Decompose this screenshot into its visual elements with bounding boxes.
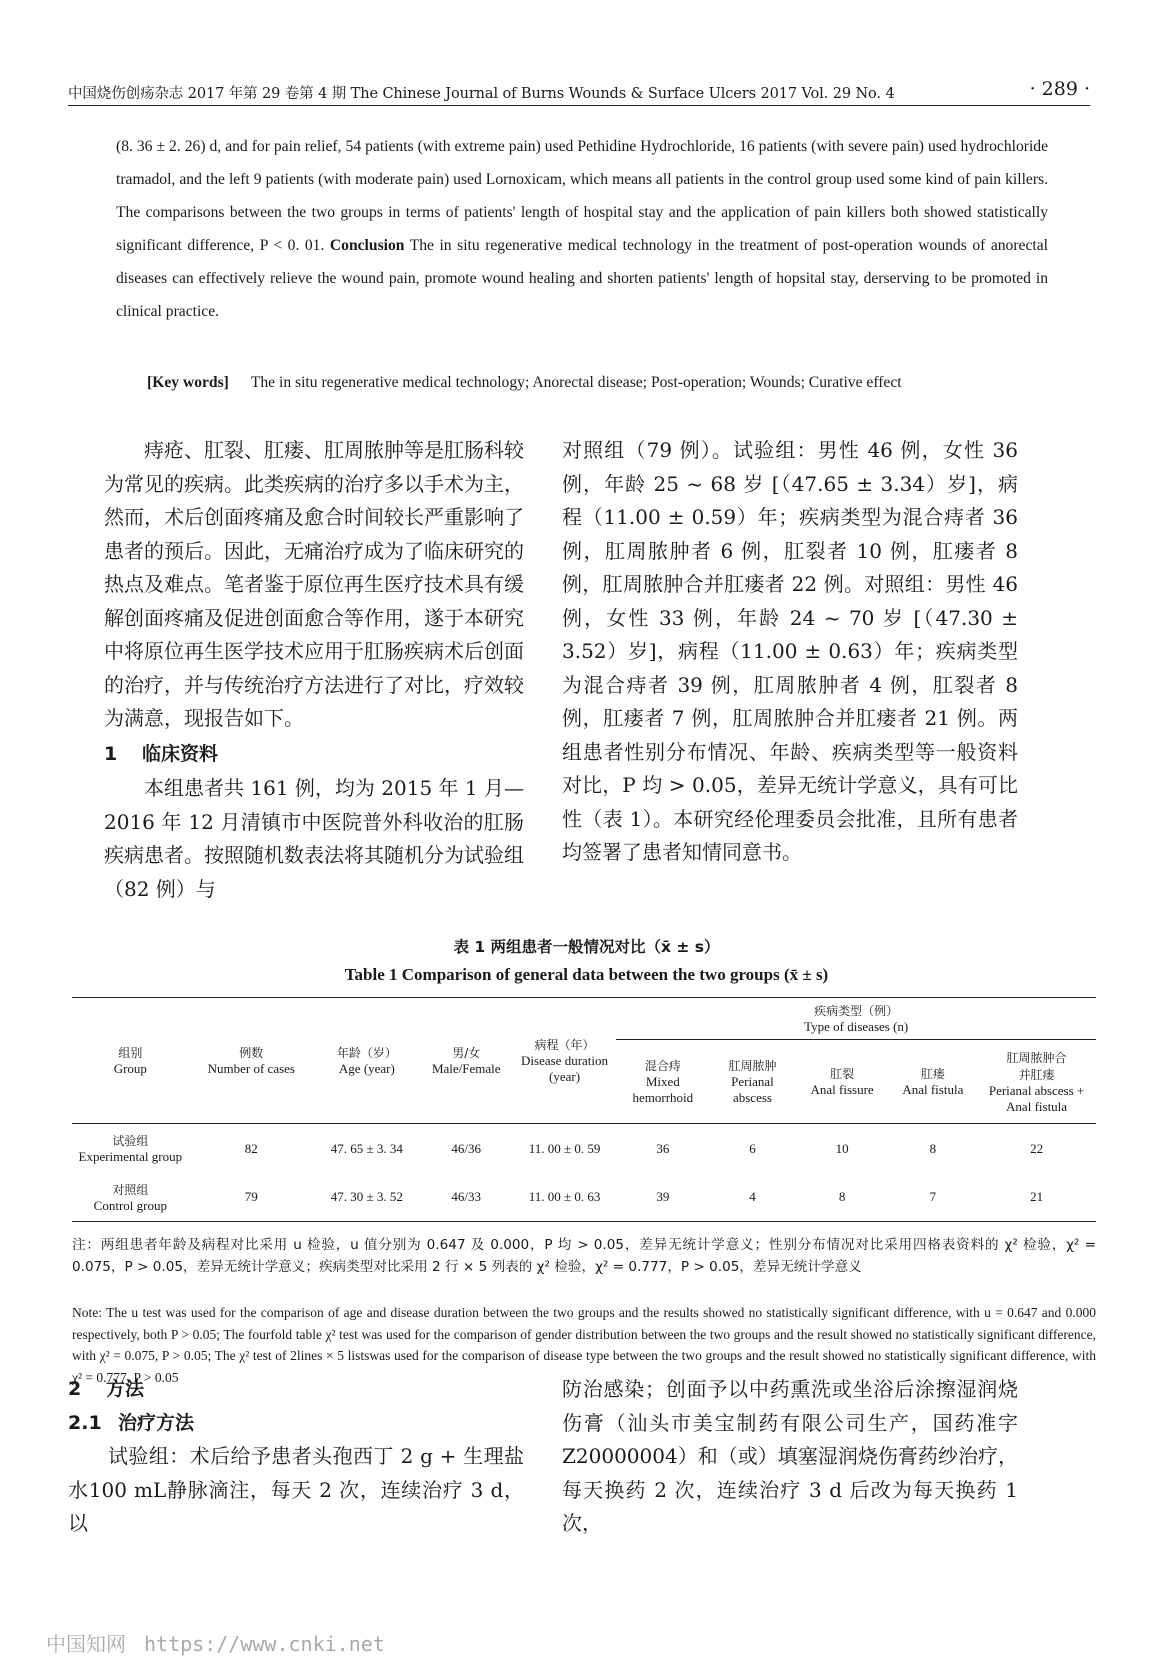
page-number: · 289 · [1029,78,1090,100]
header-perianal: 肛周脓肿 Perianal abscess [728,1059,777,1105]
header-cases: 例数 Number of cases [207,1046,295,1076]
abstract-conclusion-text: The in situ regenerative medical technology in the treatment of post-operation wounds of anorectal diseases can effectively relieve the wound pain, promote wound healing and shorten patients' length of hopsital stay, derserving to be promoted in clinical practice. [116,237,1048,320]
section-2-1-heading [68,1407,524,1441]
conclusion-label: Conclusion [329,237,405,254]
section-2-number: 2 [68,1378,82,1400]
section-2-heading [68,1373,524,1407]
section-1-number: 1 [104,742,118,765]
section-2-1-number: 2.1 [68,1411,102,1434]
keywords-text: The in situ regenerative medical technology; Anorectal disease; Post-operation; Wounds; Curative effect [250,374,902,391]
header-fistula: 肛瘘 Anal fistula [902,1067,964,1097]
header-combined: 肛周脓肿合并肛瘘 Perianal abscess + Anal fistula [988,1050,1085,1114]
table-note-en: Note: The u test was used for the comparison of age and disease duration between the two groups and the results showed no statistically significant difference, with u = 0.647 and 0.000 respectively, both P > 0.05; The fourfold table χ² test was used for the comparison of gender distribution between the two groups and the result showed no statistically significant difference, with χ² = 0.075, P > 0.05; The χ² test of 2lines × 5 listswas used for the comparison of disease type between the two groups and the result showed no statistically significant difference, with χ² = 0.777, P > 0.05 [72,1305,1096,1385]
intro-paragraph: 痔疮、肛裂、肛瘘、肛周脓肿等是肛肠科较为常见的疾病。此类疾病的治疗多以手术为主，然而，术后创面疼痛及愈合时间较长严重影响了患者的预后。因此，无痛治疗成为了临床研究的热点及难点。笔者鉴于原位再生医疗技术具有缓解创面疼痛及促进创面愈合等作用，遂于本研究中将原位再生医学技术应用于肛肠疾病术后创面的治疗，并与传统治疗方法进行了对比，疗效较为满意，现报告如下。 [104,438,524,730]
keywords-block [116,366,1048,399]
cnki-url: https://www.cnki.net [144,1632,385,1656]
right-column-top [562,434,1018,870]
header-duration: 病程（年） Disease duration (year) [521,1038,609,1084]
table-row: 试验组 Experimental group 82 47. 65 ± 3. 34 46/36 11. 00 ± 0. 59 36 6 10 8 22 [72,1124,1096,1174]
section-2-title: 方法 [106,1378,145,1400]
keywords-label: [Key words] [147,374,229,391]
header-group: 组别 Group [113,1046,147,1076]
table-note-cn: 注：两组患者年龄及病程对比采用 u 检验，u 值分别为 0.647 及 0.000，P 均 > 0.05，差异无统计学意义；性别分布情况对比采用四格表资料的 χ² 检验，χ² = 0.075，P > 0.05，差异无统计学意义；疾病类型对比采用 2 行 × 5 列表的 χ² 检验，χ² = 0.777，P > 0.05，差异无统计学意义 [72,1237,1096,1275]
left-column-top [104,434,524,906]
section-1-heading [104,738,524,772]
header-rule [68,105,1090,106]
cnki-watermark [46,1628,385,1657]
running-header [68,78,1090,106]
groups-description-paragraph: 对照组（79 例）。试验组：男性 46 例，女性 36 例，年龄 25 ~ 68 岁 [（47.65 ± 3.34）岁]，病程（11.00 ± 0.59）年；疾病类型为混合痔者 36 例，肛周脓肿者 6 例，肛裂者 10 例，肛瘘者 8 例，肛周脓肿合并肛瘘者 22 例。对照组：男性 46 例，女性 33 例，年龄 24 ~ 70 岁 [（47.30 ± 3.52）岁]，病程（11.00 ± 0.63）年；疾病类型为混合痔者 39 例，肛周脓肿者 4 例，肛裂者 8 例，肛瘘者 7 例，肛周脓肿合并肛瘘者 21 例。两组患者性别分布情况、年龄、疾病类型等一般资料对比，P 均 > 0.05，差异无统计学意义，具有可比性（表 1）。本研究经伦理委员会批准，且所有患者均签署了患者知情同意书。 [562,438,1018,864]
header-mixed: 混合痔 Mixed hemorrhoid [632,1059,694,1105]
right-column-bottom [562,1373,1018,1541]
general-data-table [72,997,1096,1222]
abstract-results-text: (8. 36 ± 2. 26) d, and for pain relief, 54 patients (with extreme pain) used Pethidine Hydrochloride, 16 patients (with severe pain) used hydrochloride tramadol, and the left 9 patients (with moderate pain) used Lornoxicam, which means all patients in the control group used some kind of pain killers. The comparisons between the two groups in terms of patients' length of hospital stay and the application of pain killers both showed statistically significant difference, P < 0. 01. [116,138,1048,254]
section-1-title: 临床资料 [142,742,219,765]
header-sex: 男/女 Male/Female [431,1046,501,1076]
table-caption-en: Table 1 Comparison of general data between the two groups (x̄ ± s) [344,965,829,984]
treatment-paragraph-left: 试验组：术后给予患者头孢西丁 2 g + 生理盐水100 mL静脉滴注，每天 2 次，连续治疗 3 d，以 [68,1444,524,1535]
header-disease-type: 疾病类型（例） Type of diseases (n) [616,998,1096,1040]
header-fissure: 肛裂 Anal fissure [810,1067,874,1097]
header-age: 年龄（岁） Age (year) [336,1046,397,1076]
journal-citation: 中国烧伤创疡杂志 2017 年第 29 卷第 4 期 The Chinese Journal of Burns Wounds & Surface Ulcers 2017 Vol. 29 No. 4 [68,86,895,102]
abstract-paragraph [116,130,1048,328]
clinical-data-paragraph: 本组患者共 161 例，均为 2015 年 1 月—2016 年 12 月清镇市中医院普外科收治的肛肠疾病患者。按照随机数表法将其随机分为试验组（82 例）与 [104,776,524,901]
left-column-bottom [68,1373,524,1541]
cnki-site-name: 中国知网 [46,1632,126,1656]
table-row: 对照组 Control group 79 47. 30 ± 3. 52 46/33 11. 00 ± 0. 63 39 4 8 7 21 [72,1174,1096,1222]
table-caption-cn: 表 1 两组患者一般情况对比（x̄ ± s） [453,938,720,956]
treatment-paragraph-right: 防治感染；创面予以中药熏洗或坐浴后涂擦湿润烧伤膏（汕头市美宝制药有限公司生产，国药准字 Z20000004）和（或）填塞湿润烧伤膏药纱治疗，每天换药 2 次，连续治疗 3 d 后改为每天换药 1 次， [562,1377,1018,1535]
section-2-1-title: 治疗方法 [118,1411,195,1434]
